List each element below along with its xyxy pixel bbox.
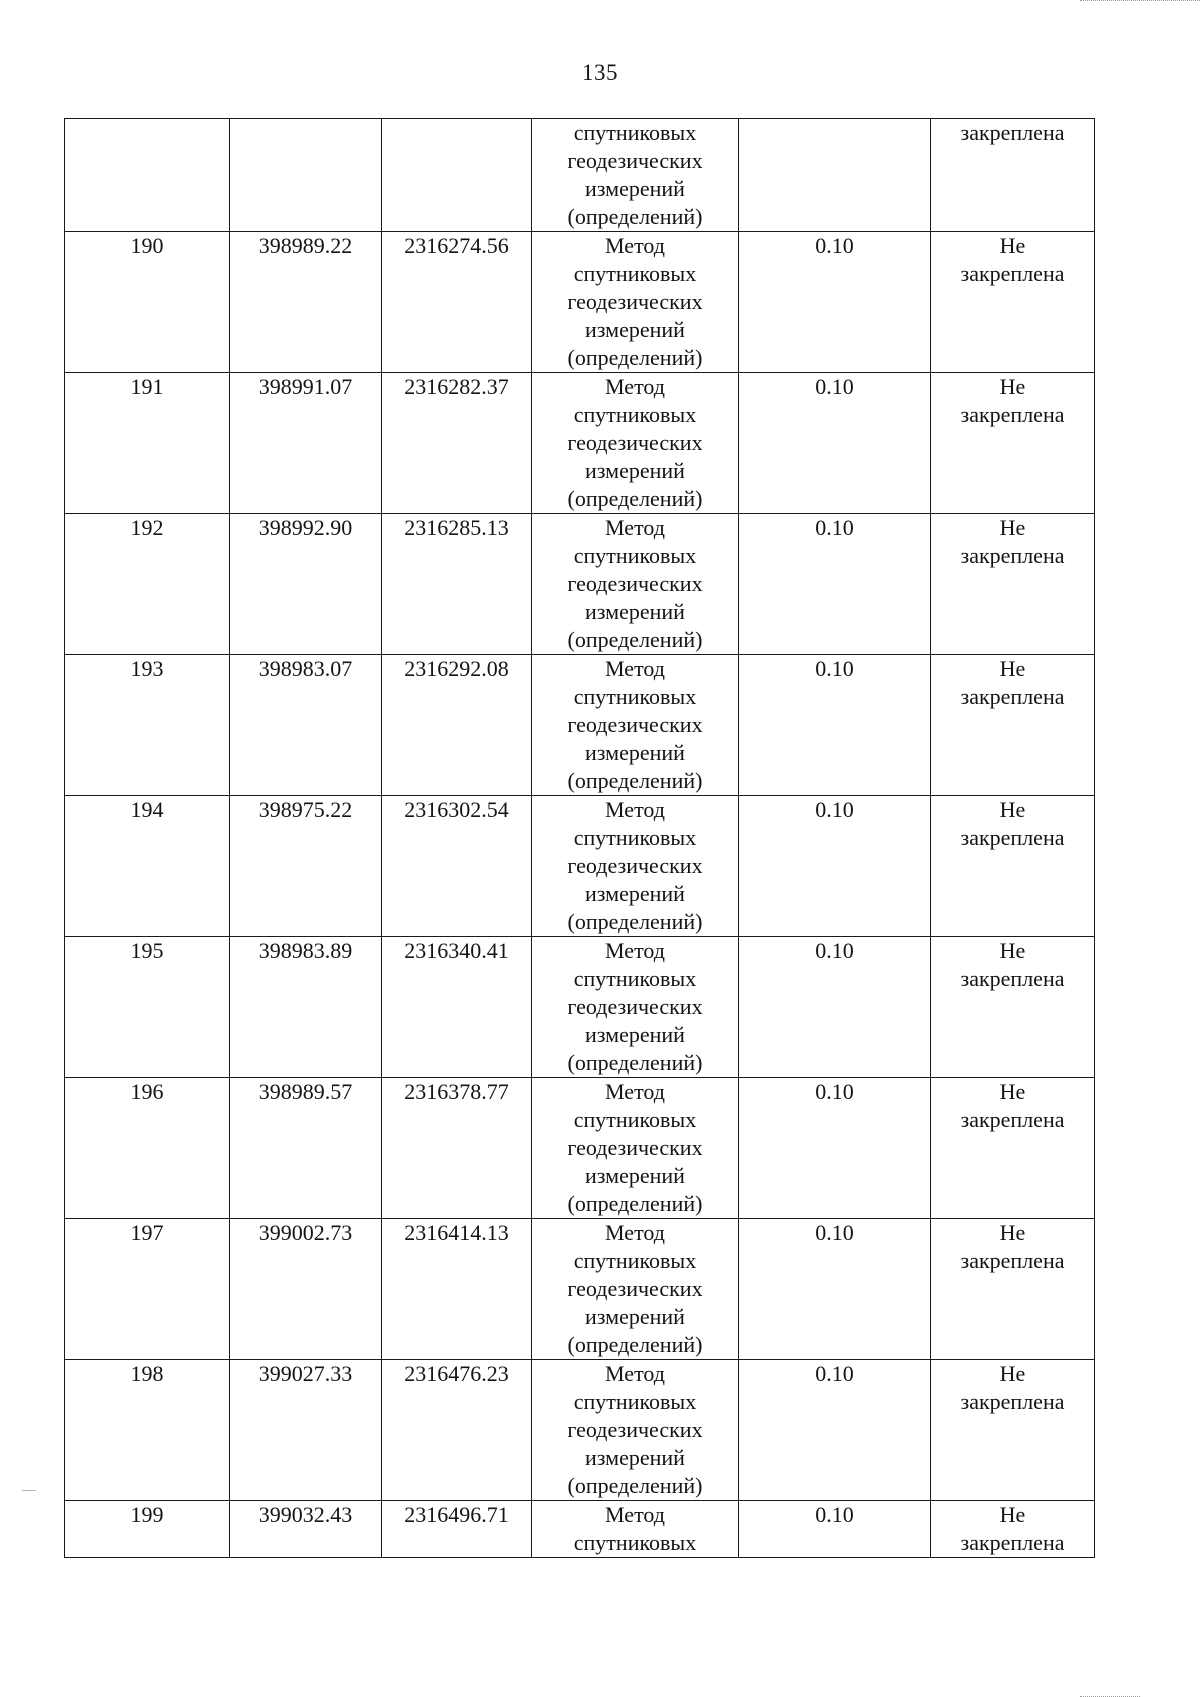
method-line: (определений) — [567, 1191, 703, 1216]
method-line: геодезических — [567, 430, 703, 455]
method-line: (определений) — [567, 1332, 703, 1357]
cell-x — [230, 119, 382, 232]
cell-status — [931, 1078, 1095, 1219]
status-line: Не — [999, 1502, 1026, 1527]
method-line: Метод — [605, 938, 665, 963]
cell-x: 399027.33 — [230, 1360, 382, 1501]
cell-method — [532, 1501, 739, 1558]
cell-y: 2316302.54 — [382, 796, 532, 937]
table-row — [65, 1078, 1095, 1219]
method-line: спутниковых — [573, 1389, 697, 1414]
method-line: спутниковых — [573, 1248, 697, 1273]
method-line: геодезических — [567, 289, 703, 314]
cell-method — [532, 119, 739, 232]
cell-y: 2316496.71 — [382, 1501, 532, 1558]
table-row — [65, 232, 1095, 373]
method-line: геодезических — [567, 571, 703, 596]
cell-accuracy: 0.10 — [739, 1501, 931, 1558]
method-line: спутниковых — [573, 402, 697, 427]
cell-x: 398992.90 — [230, 514, 382, 655]
method-line: Метод — [605, 1220, 665, 1245]
method-line: (определений) — [567, 627, 703, 652]
cell-method — [532, 937, 739, 1078]
status-line: закреплена — [960, 1248, 1065, 1273]
cell-x: 398983.89 — [230, 937, 382, 1078]
status-line: закреплена — [960, 1107, 1065, 1132]
cell-y: 2316282.37 — [382, 373, 532, 514]
method-line: измерений — [585, 740, 685, 765]
method-line: Метод — [605, 233, 665, 258]
cell-x: 398991.07 — [230, 373, 382, 514]
method-line: измерений — [585, 458, 685, 483]
method-line: (определений) — [567, 486, 703, 511]
cell-accuracy: 0.10 — [739, 1360, 931, 1501]
cell-x: 398975.22 — [230, 796, 382, 937]
cell-accuracy: 0.10 — [739, 373, 931, 514]
method-line: геодезических — [567, 1276, 703, 1301]
method-line: (определений) — [567, 204, 703, 229]
method-line: измерений — [585, 1304, 685, 1329]
status-line: закреплена — [960, 684, 1065, 709]
cell-status — [931, 655, 1095, 796]
cell-x: 398989.22 — [230, 232, 382, 373]
cell-number: 190 — [65, 232, 230, 373]
cell-x: 398989.57 — [230, 1078, 382, 1219]
table-row — [65, 937, 1095, 1078]
cell-status — [931, 1219, 1095, 1360]
method-line: Метод — [605, 1361, 665, 1386]
cell-number: 196 — [65, 1078, 230, 1219]
cell-method — [532, 1219, 739, 1360]
method-line: измерений — [585, 317, 685, 342]
method-line: геодезических — [567, 712, 703, 737]
cell-status — [931, 232, 1095, 373]
cell-status — [931, 1360, 1095, 1501]
method-line: (определений) — [567, 345, 703, 370]
status-line: закреплена — [960, 825, 1065, 850]
cell-method — [532, 655, 739, 796]
cell-accuracy: 0.10 — [739, 514, 931, 655]
status-line: закреплена — [960, 543, 1065, 568]
method-line: геодезических — [567, 1135, 703, 1160]
cell-accuracy: 0.10 — [739, 1219, 931, 1360]
method-line: спутниковых — [573, 1107, 697, 1132]
status-line: закреплена — [960, 402, 1065, 427]
status-line: Не — [999, 515, 1026, 540]
table-row-continued — [65, 119, 1095, 232]
cell-status — [931, 937, 1095, 1078]
table-row — [65, 796, 1095, 937]
page-number: 135 — [582, 60, 618, 85]
cell-method — [532, 373, 739, 514]
cell-y: 2316274.56 — [382, 232, 532, 373]
cell-accuracy: 0.10 — [739, 796, 931, 937]
method-line: спутниковых — [573, 261, 697, 286]
scan-artifact-bottom — [1080, 1690, 1140, 1697]
cell-y: 2316285.13 — [382, 514, 532, 655]
method-line: спутниковых — [573, 966, 697, 991]
cell-number — [65, 119, 230, 232]
method-line: геодезических — [567, 148, 703, 173]
cell-number: 195 — [65, 937, 230, 1078]
status-line: Не — [999, 1079, 1026, 1104]
method-line: спутниковых — [573, 684, 697, 709]
cell-number: 199 — [65, 1501, 230, 1558]
cell-method — [532, 232, 739, 373]
status-line: Не — [999, 1361, 1026, 1386]
table-row — [65, 373, 1095, 514]
cell-number: 192 — [65, 514, 230, 655]
table-row — [65, 655, 1095, 796]
cell-status — [931, 1501, 1095, 1558]
method-line: измерений — [585, 1163, 685, 1188]
method-line: измерений — [585, 881, 685, 906]
method-line: измерений — [585, 176, 685, 201]
method-line: (определений) — [567, 768, 703, 793]
method-line: спутниковых — [573, 120, 697, 145]
cell-status — [931, 796, 1095, 937]
cell-number: 197 — [65, 1219, 230, 1360]
status-line: Не — [999, 233, 1026, 258]
status-line: Не — [999, 797, 1026, 822]
status-line: закреплена — [960, 120, 1065, 145]
method-line: (определений) — [567, 1050, 703, 1075]
cell-y: 2316476.23 — [382, 1360, 532, 1501]
method-line: геодезических — [567, 994, 703, 1019]
method-line: Метод — [605, 374, 665, 399]
status-line: Не — [999, 656, 1026, 681]
status-line: закреплена — [960, 966, 1065, 991]
cell-y: 2316414.13 — [382, 1219, 532, 1360]
cell-accuracy — [739, 119, 931, 232]
method-line: геодезических — [567, 853, 703, 878]
method-line: измерений — [585, 1445, 685, 1470]
cell-x: 398983.07 — [230, 655, 382, 796]
method-line: Метод — [605, 656, 665, 681]
status-line: закреплена — [960, 1530, 1065, 1555]
method-line: спутниковых — [573, 825, 697, 850]
cell-accuracy: 0.10 — [739, 655, 931, 796]
method-line: геодезических — [567, 1417, 703, 1442]
cell-accuracy: 0.10 — [739, 1078, 931, 1219]
cell-method — [532, 796, 739, 937]
table-body — [65, 119, 1095, 1558]
method-line: Метод — [605, 515, 665, 540]
cell-x: 399002.73 — [230, 1219, 382, 1360]
cell-accuracy: 0.10 — [739, 232, 931, 373]
method-line: Метод — [605, 797, 665, 822]
cell-y — [382, 119, 532, 232]
cell-method — [532, 1078, 739, 1219]
method-line: измерений — [585, 599, 685, 624]
cell-method — [532, 1360, 739, 1501]
status-line: Не — [999, 938, 1026, 963]
method-line: Метод — [605, 1502, 665, 1527]
cell-status — [931, 373, 1095, 514]
status-line: закреплена — [960, 261, 1065, 286]
method-line: (определений) — [567, 1473, 703, 1498]
cell-number: 193 — [65, 655, 230, 796]
cell-number: 198 — [65, 1360, 230, 1501]
cell-number: 194 — [65, 796, 230, 937]
cell-method — [532, 514, 739, 655]
scan-artifact-top — [1080, 0, 1200, 7]
table-row — [65, 1360, 1095, 1501]
cell-y: 2316378.77 — [382, 1078, 532, 1219]
method-line: измерений — [585, 1022, 685, 1047]
table-row — [65, 1501, 1095, 1558]
method-line: Метод — [605, 1079, 665, 1104]
cell-x: 399032.43 — [230, 1501, 382, 1558]
table-row — [65, 1219, 1095, 1360]
scan-artifact-left — [22, 1490, 36, 1491]
cell-y: 2316292.08 — [382, 655, 532, 796]
cell-status — [931, 119, 1095, 232]
status-line: Не — [999, 374, 1026, 399]
method-line: спутниковых — [573, 1530, 697, 1555]
cell-y: 2316340.41 — [382, 937, 532, 1078]
table-row — [65, 514, 1095, 655]
cell-number: 191 — [65, 373, 230, 514]
status-line: закреплена — [960, 1389, 1065, 1414]
method-line: спутниковых — [573, 543, 697, 568]
status-line: Не — [999, 1220, 1026, 1245]
cell-status — [931, 514, 1095, 655]
coordinates-table — [64, 118, 1095, 1558]
cell-accuracy: 0.10 — [739, 937, 931, 1078]
method-line: (определений) — [567, 909, 703, 934]
